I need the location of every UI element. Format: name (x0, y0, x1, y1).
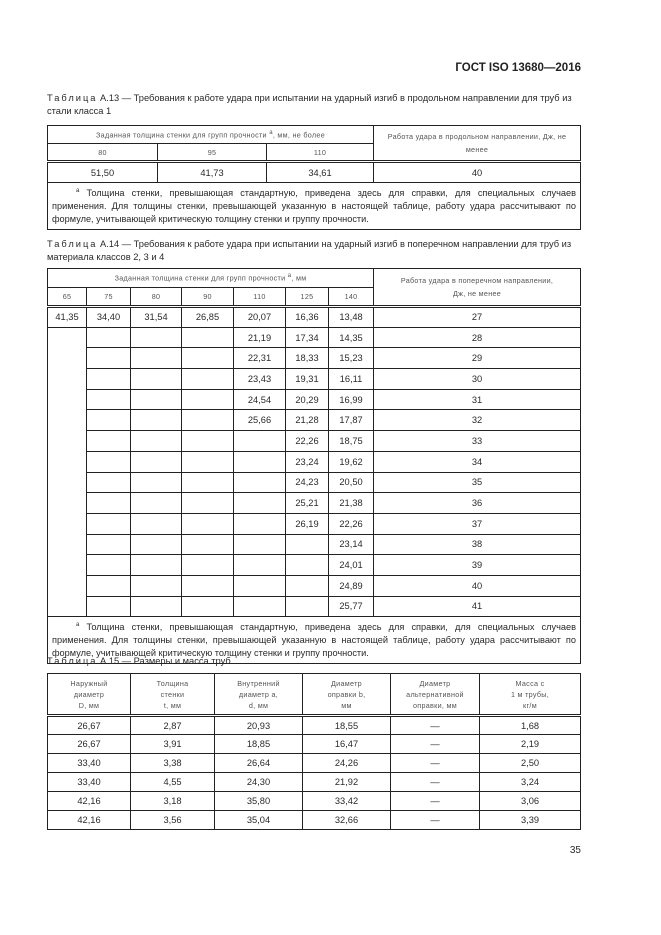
table-cell: 40 (374, 162, 581, 183)
table-cell: 17,34 (286, 327, 329, 348)
table-a14-group-header: Заданная толщина стенки для групп прочности $^a$, мм (48, 269, 374, 288)
table-cell: 25,77 (329, 596, 374, 617)
empty-cell (234, 534, 286, 555)
empty-cell (182, 513, 234, 534)
empty-cell (182, 472, 234, 493)
table-cell: 21,28 (286, 410, 329, 431)
empty-cell (286, 596, 329, 617)
table-cell: 34,40 (87, 307, 131, 328)
table-cell: 3,56 (131, 811, 215, 830)
table-cell: 3,91 (131, 735, 215, 754)
table-a15-caption: Таблица А.15 — Размеры и масса труб (47, 656, 231, 666)
table-a13 (47, 125, 581, 230)
empty-cell (182, 348, 234, 369)
table-cell: 26,67 (48, 716, 131, 735)
table-a14-caption: Таблица А.14 — Требования к работе удара при испытании на ударный изгиб в поперечном направлении для труб из материала классов 2, 3 и 4 (47, 239, 572, 262)
empty-cell (87, 493, 131, 514)
table-cell: 32 (374, 410, 581, 431)
column-header-line: диаметр (73, 689, 105, 699)
empty-cell (87, 431, 131, 452)
table-cell: 23,14 (329, 534, 374, 555)
table-row (48, 596, 581, 617)
grade-header: 80 (48, 144, 158, 162)
empty-cell (182, 575, 234, 596)
empty-cell (87, 410, 131, 431)
grade-header: 75 (87, 288, 131, 307)
table-row (48, 389, 581, 410)
table-cell: 4,55 (131, 773, 215, 792)
table-row (48, 410, 581, 431)
column-header-line: D, мм (78, 700, 100, 710)
empty-cell (182, 493, 234, 514)
table-cell: — (391, 811, 480, 830)
table-cell: 41,35 (48, 307, 87, 328)
table-cell: 3,06 (480, 792, 581, 811)
empty-cell (131, 472, 182, 493)
table-cell: 33,40 (48, 754, 131, 773)
table-row (48, 792, 581, 811)
table-cell: 18,55 (303, 716, 391, 735)
table-cell: 39 (374, 555, 581, 576)
table-row (48, 811, 581, 830)
column-header-line: Диаметр (419, 678, 451, 688)
table-cell: 34,61 (267, 162, 374, 183)
empty-cell (87, 327, 131, 348)
table-cell: 20,50 (329, 472, 374, 493)
table-cell: 35,04 (215, 811, 303, 830)
table-cell: 3,24 (480, 773, 581, 792)
table-cell: 37 (374, 513, 581, 534)
empty-cell (234, 596, 286, 617)
empty-cell (87, 472, 131, 493)
table-row (48, 307, 581, 328)
column-header-line: t, мм (163, 700, 182, 710)
table-cell: 21,38 (329, 493, 374, 514)
table-row (48, 348, 581, 369)
table-cell: 33,40 (48, 773, 131, 792)
table-cell: 2,19 (480, 735, 581, 754)
table-cell: 33,42 (303, 792, 391, 811)
empty-cell (87, 348, 131, 369)
column-header-line: 1 м трубы, (510, 689, 550, 699)
empty-cell (234, 493, 286, 514)
table-cell: — (391, 754, 480, 773)
column-header (391, 674, 480, 716)
empty-cell (131, 575, 182, 596)
empty-cell (87, 575, 131, 596)
column-header-line: мм (341, 700, 352, 710)
table-a13-caption: Таблица А.13 — Требования к работе удара при испытании на ударный изгиб в продольном направлении для труб из стали класса 1 (47, 93, 572, 116)
empty-cell (87, 596, 131, 617)
table-cell: 42,16 (48, 811, 131, 830)
table-cell: 18,33 (286, 348, 329, 369)
grade-header: 95 (158, 144, 267, 162)
table-row (48, 754, 581, 773)
grade-header: 90 (182, 288, 234, 307)
empty-cell (131, 534, 182, 555)
table-cell: 26,67 (48, 735, 131, 754)
empty-cell (131, 410, 182, 431)
empty-cell (234, 555, 286, 576)
table-cell: 19,62 (329, 451, 374, 472)
table-cell: 17,87 (329, 410, 374, 431)
page-number: 35 (569, 845, 581, 856)
table-cell: 41 (374, 596, 581, 617)
table-cell: 3,18 (131, 792, 215, 811)
table-cell: 3,39 (480, 811, 581, 830)
grade-header: 125 (286, 288, 329, 307)
table-cell: 26,64 (215, 754, 303, 773)
table-cell: 3,38 (131, 754, 215, 773)
empty-cell (131, 555, 182, 576)
empty-cell (182, 410, 234, 431)
table-cell: 18,85 (215, 735, 303, 754)
table-row (48, 451, 581, 472)
table-cell: 16,11 (329, 369, 374, 390)
table-cell: 25,21 (286, 493, 329, 514)
table-cell: 16,99 (329, 389, 374, 410)
column-header (303, 674, 391, 716)
column-header-line: диаметр a, (238, 689, 279, 699)
table-a13-footnote: $^a$ Толщина стенки, превышающая стандартную, приведена здесь для справки, для специальных случаев применения. Для толщины стенки, превышающей указанную в настоящей таблице, работу удара рассчитывают по формуле, учитывающей критическую толщину стенки и группу прочности. (48, 183, 581, 230)
table-row (48, 716, 581, 735)
empty-cell (131, 451, 182, 472)
table-cell: 35 (374, 472, 581, 493)
column-header-line: d, мм (248, 700, 269, 710)
empty-cell (234, 431, 286, 452)
empty-cell (87, 555, 131, 576)
table-cell: 21,92 (303, 773, 391, 792)
column-header-line: альтернативной (406, 689, 464, 699)
empty-cell (182, 534, 234, 555)
empty-cell (131, 389, 182, 410)
empty-cell (234, 575, 286, 596)
table-row (48, 773, 581, 792)
empty-cell (182, 369, 234, 390)
table-cell: 38 (374, 534, 581, 555)
table-cell: 31,54 (131, 307, 182, 328)
table-cell: 1,68 (480, 716, 581, 735)
table-cell: 26,85 (182, 307, 234, 328)
table-cell: 16,36 (286, 307, 329, 328)
table-cell: 2,87 (131, 716, 215, 735)
table-cell: 32,66 (303, 811, 391, 830)
table-row (48, 431, 581, 452)
merged-empty-cell (48, 327, 87, 617)
table-cell: 33 (374, 431, 581, 452)
table-cell: 19,31 (286, 369, 329, 390)
table-row (48, 513, 581, 534)
column-header (48, 674, 131, 716)
table-cell: 29 (374, 348, 581, 369)
table-cell: 14,35 (329, 327, 374, 348)
column-header-line: Толщина (156, 678, 189, 688)
empty-cell (182, 431, 234, 452)
table-cell: 27 (374, 307, 581, 328)
table-cell: 24,54 (234, 389, 286, 410)
empty-cell (234, 513, 286, 534)
empty-cell (182, 596, 234, 617)
document-header: ГОСТ ISO 13680—2016 (455, 62, 581, 74)
table-cell: 36 (374, 493, 581, 514)
table-cell: 30 (374, 369, 581, 390)
table-cell: 15,23 (329, 348, 374, 369)
empty-cell (87, 451, 131, 472)
column-header-line: стенки (160, 689, 185, 699)
grade-header: 140 (329, 288, 374, 307)
table-cell: 23,24 (286, 451, 329, 472)
grade-header: 110 (267, 144, 374, 162)
empty-cell (286, 555, 329, 576)
table-row (48, 472, 581, 493)
table-cell: 25,66 (234, 410, 286, 431)
table-a14-energy-header: Работа удара в поперечном направлении, Дж, не менее (374, 269, 581, 307)
table-cell: 21,19 (234, 327, 286, 348)
table-cell: 22,26 (329, 513, 374, 534)
table-cell: 2,50 (480, 754, 581, 773)
table-a14 (47, 268, 581, 664)
table-cell: 42,16 (48, 792, 131, 811)
empty-cell (182, 327, 234, 348)
empty-cell (182, 451, 234, 472)
table-cell: — (391, 716, 480, 735)
table-cell: 31 (374, 389, 581, 410)
table-row (48, 493, 581, 514)
table-cell: 24,01 (329, 555, 374, 576)
table-cell: 24,30 (215, 773, 303, 792)
column-header-line: Наружный (70, 678, 108, 688)
empty-cell (87, 513, 131, 534)
column-header-line: Диаметр (331, 678, 362, 688)
table-cell: 23,43 (234, 369, 286, 390)
table-cell: 16,47 (303, 735, 391, 754)
table-cell: 51,50 (48, 162, 158, 183)
column-header-line: кг/м (523, 700, 537, 710)
table-cell: 24,23 (286, 472, 329, 493)
empty-cell (131, 369, 182, 390)
column-header (131, 674, 215, 716)
table-cell: — (391, 773, 480, 792)
column-header (480, 674, 581, 716)
table-cell: 24,89 (329, 575, 374, 596)
table-cell: 24,26 (303, 754, 391, 773)
empty-cell (87, 534, 131, 555)
empty-cell (182, 555, 234, 576)
empty-cell (131, 431, 182, 452)
table-cell: 20,93 (215, 716, 303, 735)
table-cell: — (391, 735, 480, 754)
table-cell: 26,19 (286, 513, 329, 534)
empty-cell (234, 451, 286, 472)
table-cell: — (391, 792, 480, 811)
grade-header: 65 (48, 288, 87, 307)
table-cell: 20,29 (286, 389, 329, 410)
column-header-line: Масса c (515, 678, 545, 688)
table-cell: 20,07 (234, 307, 286, 328)
empty-cell (131, 493, 182, 514)
column-header-line: Внутренний (237, 678, 280, 688)
table-cell: 41,73 (158, 162, 267, 183)
table-row (48, 555, 581, 576)
table-cell: 13,48 (329, 307, 374, 328)
table-a14-footnote: $^a$ Толщина стенки, превышающая стандартную, приведена здесь для справки, для специальных случаев применения. Для толщины стенки, превышающей указанную в настоящей таблице, работу удара рассчитывают по формуле, учитывающей критическую толщину стенки и группу прочности. (48, 617, 581, 664)
empty-cell (286, 534, 329, 555)
column-header-line: оправки b, (327, 689, 366, 699)
table-a15 (47, 673, 581, 830)
table-row (48, 534, 581, 555)
grade-header: 110 (234, 288, 286, 307)
table-row (48, 327, 581, 348)
empty-cell (131, 327, 182, 348)
empty-cell (87, 389, 131, 410)
table-cell: 22,26 (286, 431, 329, 452)
column-header (215, 674, 303, 716)
empty-cell (131, 348, 182, 369)
table-a13-group-header: Заданная толщина стенки для групп прочности $^a$, мм, не более (48, 126, 374, 144)
table-cell: 28 (374, 327, 581, 348)
empty-cell (131, 596, 182, 617)
table-cell: 18,75 (329, 431, 374, 452)
grade-header: 80 (131, 288, 182, 307)
table-cell: 40 (374, 575, 581, 596)
table-cell: 35,80 (215, 792, 303, 811)
table-cell: 22,31 (234, 348, 286, 369)
empty-cell (286, 575, 329, 596)
table-a13-energy-header: Работа удара в продольном направлении, Дж, не менее (374, 126, 581, 162)
empty-cell (131, 513, 182, 534)
empty-cell (87, 369, 131, 390)
empty-cell (182, 389, 234, 410)
table-row (48, 369, 581, 390)
column-header-line: оправки, мм (412, 700, 458, 710)
table-cell: 34 (374, 451, 581, 472)
empty-cell (234, 472, 286, 493)
table-row (48, 575, 581, 596)
table-row (48, 735, 581, 754)
